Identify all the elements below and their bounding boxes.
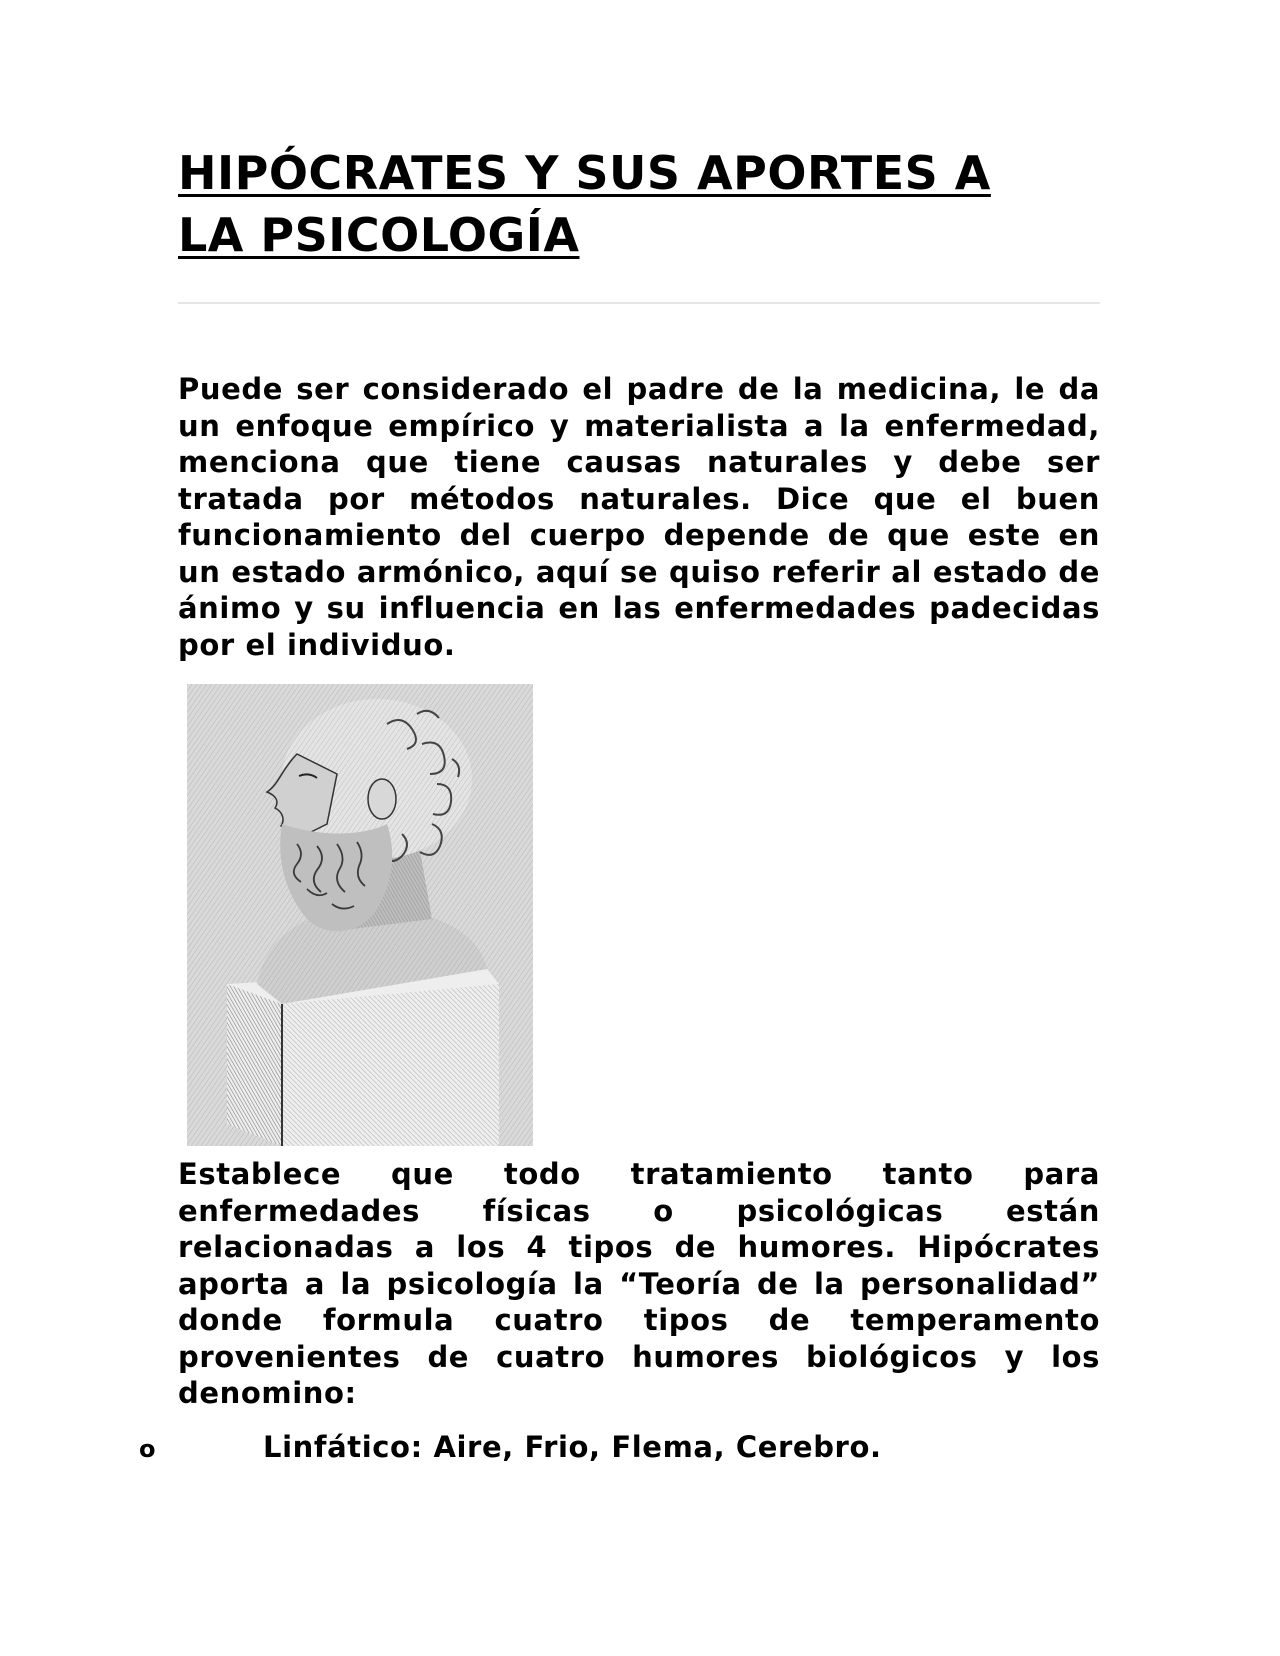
- list-item-text: Linfático: Aire, Frio, Flema, Cerebro.: [263, 1430, 882, 1464]
- title-divider: [178, 302, 1100, 304]
- humors-paragraph: Establece que todo tratamiento tanto para enfermedades físicas o psicológicas están relacionadas a los 4 tipos de humores. Hipócrates aporta a la psicología la “Teoría de la personalidad” donde formula cuatro tipos de temperamento provenientes de cuatro humores biológicos y los denomino:: [178, 1157, 1100, 1410]
- document-title: [178, 142, 1118, 266]
- temperament-list: [0, 1427, 1280, 1467]
- hippocrates-portrait-image: [187, 684, 533, 1146]
- intro-paragraph: Puede ser considerado el padre de la medicina, le da un enfoque empírico y materialista a la enfermedad, menciona que tiene causas naturales y debe ser tratada por métodos naturales. Dice que el buen funcionamiento del cuerpo depende de que este en un estado armónico, aquí se quiso referir al estado de ánimo y su influencia en las enfermedades padecidas por el individuo.: [178, 372, 1100, 662]
- title-line-2: LA PSICOLOGÍA: [178, 208, 580, 262]
- title-line-1: HIPÓCRATES Y SUS APORTES A: [178, 146, 991, 200]
- list-item: [0, 1427, 1280, 1467]
- bullet-marker: o: [139, 1435, 157, 1463]
